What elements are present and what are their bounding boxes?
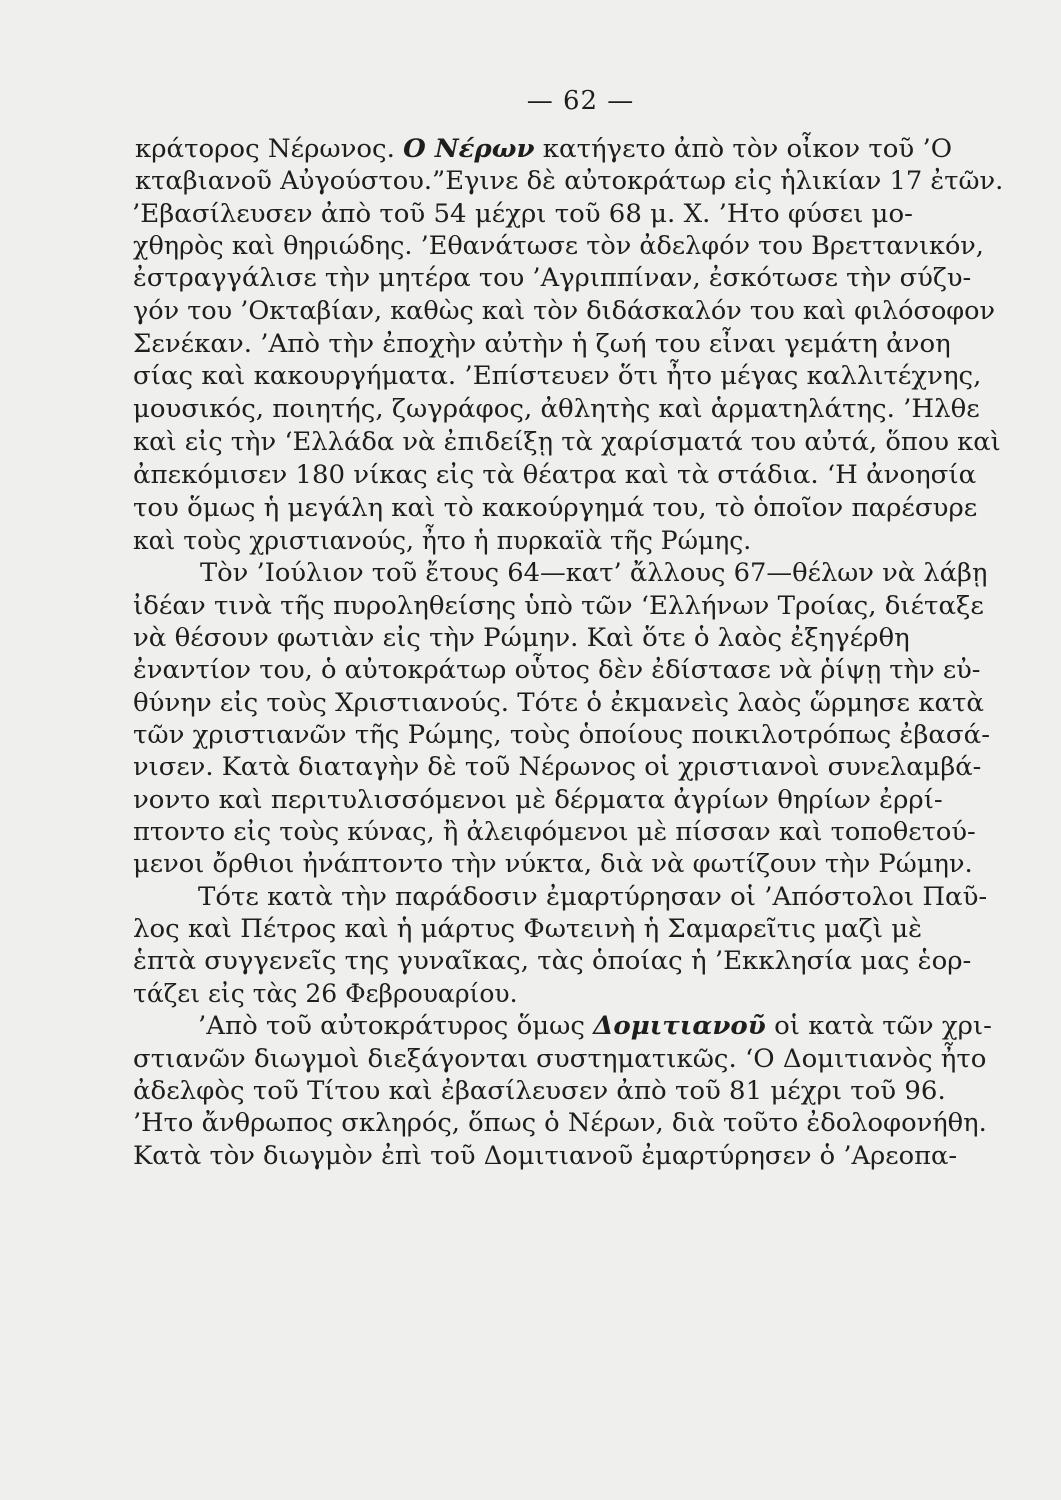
text-line: του ὅμως ἡ μεγάλη καὶ τὸ κακούργημά του, τὸ ὁποῖον παρέσυρε — [133, 493, 978, 522]
text-line: κταβιανοῦ Αὐγούστου.”Εγινε δὲ αὐτοκράτωρ εἰς ἡλικίαν 17 ἐτῶν. — [135, 166, 1004, 195]
text-line: ἐναντίον του, ὁ αὐτοκράτωρ οὗτος δὲν ἐδίστασε νὰ ῥίψῃ τὴν εὐ- — [133, 655, 981, 684]
text-line: Κατὰ τὸν διωγμὸν ἐπὶ τοῦ Δομιτιανοῦ ἐμαρτύρησεν ὁ ’Αρεοπα- — [133, 1141, 958, 1170]
text-line: κράτορος Νέρωνος. Ο Νέρων κατήγετο ἀπὸ τὸν οἶκον τοῦ ’Ο — [135, 134, 953, 163]
text-line: μουσικός, ποιητής, ζωγράφος, ἀθλητὴς καὶ ἁρματηλάτης. ’Ηλθε — [133, 394, 980, 423]
text-line: ἐστραγγάλισε τὴν μητέρα του ’Αγριππίναν, ἐσκότωσε τὴν σύζυ- — [133, 263, 972, 292]
text-line: ἑπτὰ συγγενεῖς της γυναῖκας, τὰς ὁποίας ἡ ’Εκκλησία μας ἑορ- — [133, 946, 972, 975]
text-line: Σενέκαν. ’Απὸ τὴν ἐποχὴν αὐτὴν ἡ ζωή του εἶναι γεμάτη ἀνοη — [133, 329, 951, 358]
text-line: νισεν. Κατὰ διαταγὴν δὲ τοῦ Νέρωνος οἱ χριστιανοὶ συνελαμβά- — [133, 752, 982, 781]
page-number: — 62 — — [526, 86, 635, 116]
text-line: λος καὶ Πέτρος καὶ ἡ μάρτυς Φωτεινὴ ἡ Σαμαρεῖτις μαζὶ μὲ — [133, 914, 923, 943]
text-line: στιανῶν διωγμοὶ διεξάγονται συστηματικῶς. ‘Ο Δομιτιανὸς ἦτο — [133, 1044, 987, 1073]
text-line: τῶν χριστιανῶν τῆς Ρώμης, τοὺς ὁποίους ποικιλοτρόπως ἐβασά- — [133, 720, 991, 749]
text-line: μενοι ὄρθιοι ἠνάπτοντο τὴν νύκτα, διὰ νὰ φωτίζουν τὴν Ρώμην. — [133, 849, 973, 878]
text-line: χθηρὸς καὶ θηριώδης. ’Εθανάτωσε τὸν ἀδελφόν του Βρεττανικόν, — [133, 231, 984, 260]
text-line: καὶ εἰς τὴν ‘Ελλάδα νὰ ἐπιδείξῃ τὰ χαρίσματά του αὐτά, ὅπου καὶ — [133, 427, 1001, 456]
text-line: ἀπεκόμισεν 180 νίκας εἰς τὰ θέατρα καὶ τὰ στάδια. ‘Η ἀνοησία — [133, 460, 977, 489]
name-neron-emphasis: Ο Νέρων — [403, 134, 535, 163]
text-line: ἀδελφὸς τοῦ Τίτου καὶ ἐβασίλευσεν ἀπὸ τοῦ 81 μέχρι τοῦ 96. — [133, 1076, 946, 1105]
text-line: νοντο καὶ περιτυλισσόμενοι μὲ δέρματα ἀγρίων θηρίων ἐρρί- — [133, 785, 943, 814]
text-line: Τότε κατὰ τὴν παράδοσιν ἐμαρτύρησαν οἱ ’Απόστολοι Παῦ- — [198, 882, 988, 911]
text-line: ἰδέαν τινὰ τῆς πυροληθείσης ὑπὸ τῶν ‘Ελλήνων Τροίας, διέταξε — [133, 591, 984, 620]
text-line: τάζει εἰς τὰς 26 Φεβρουαρίου. — [133, 979, 518, 1008]
text-line: σίας καὶ κακουργήματα. ’Επίστευεν ὅτι ἦτο μέγας καλλιτέχνης, — [133, 361, 982, 390]
text-line: θύνην εἰς τοὺς Χριστιανούς. Τότε ὁ ἐκμανεὶς λαὸς ὥρμησε κατὰ — [133, 688, 984, 717]
name-domitian-emphasis: Δομιτιανοῦ — [593, 1011, 766, 1040]
text-line: Τὸν ’Ιούλιον τοῦ ἔτους 64—κατ’ ἄλλους 67—θέλων νὰ λάβῃ — [200, 558, 988, 587]
text-line: καὶ τοὺς χριστιανούς, ἦτο ἡ πυρκαϊὰ τῆς Ρώμης. — [133, 526, 752, 555]
text-line: πτοντο εἰς τοὺς κύνας, ἢ ἀλειφόμενοι μὲ πίσσαν καὶ τοποθετού- — [133, 817, 976, 846]
text-line: γόν του ’Οκταβίαν, καθὼς καὶ τὸν διδάσκαλόν του καὶ φιλόσοφον — [133, 296, 996, 325]
text-line: ’Απὸ τοῦ αὐτοκράτυρος ὅμως Δομιτιανοῦ οἱ κατὰ τῶν χρι- — [198, 1011, 992, 1040]
text-line: ’Ητο ἄνθρωπος σκληρός, ὅπως ὁ Νέρων, διὰ τοῦτο ἐδολοφονήθη. — [133, 1108, 987, 1137]
text-line: νὰ θέσουν φωτιὰν εἰς τὴν Ρώμην. Καὶ ὅτε ὁ λαὸς ἐξηγέρθη — [133, 623, 910, 652]
text-line: ’Εβασίλευσεν ἀπὸ τοῦ 54 μέχρι τοῦ 68 μ. Χ. ’Ητο φύσει μο- — [132, 199, 913, 228]
